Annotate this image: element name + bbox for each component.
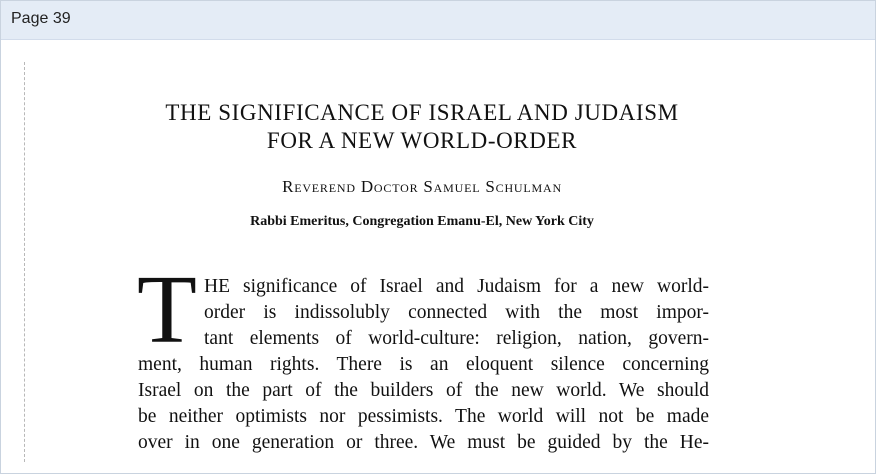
body-text-line: order is indissolubly connected with the most impor- bbox=[204, 302, 709, 323]
article-title-line-1: THE SIGNIFICANCE OF ISRAEL AND JUDAISM bbox=[165, 100, 679, 125]
body-text-line: ment, human rights. There is an eloquent silence concerning bbox=[138, 354, 709, 375]
article-title-line-2: FOR A NEW WORLD-ORDER bbox=[266, 128, 578, 153]
drop-cap-letter: T bbox=[137, 256, 197, 364]
body-text-line: Israel on the part of the builders of the new world. We should bbox=[138, 380, 709, 401]
body-text-line: be neither optimists nor pessimists. The world will not be made bbox=[138, 406, 709, 427]
body-text-line: HE significance of Israel and Judaism for a new world- bbox=[204, 276, 709, 297]
author-name: Reverend Doctor Samuel Schulman bbox=[282, 177, 562, 196]
page-header-bar bbox=[1, 1, 875, 40]
scanned-page-image bbox=[1, 40, 875, 473]
author-affiliation: Rabbi Emeritus, Congregation Emanu-El, New York City bbox=[250, 214, 594, 229]
body-text-line: tant elements of world-culture: religion, nation, govern- bbox=[204, 328, 709, 349]
page-number-label: Page 39 bbox=[11, 10, 71, 27]
body-text-line: over in one generation or three. We must be guided by the He- bbox=[138, 432, 709, 453]
